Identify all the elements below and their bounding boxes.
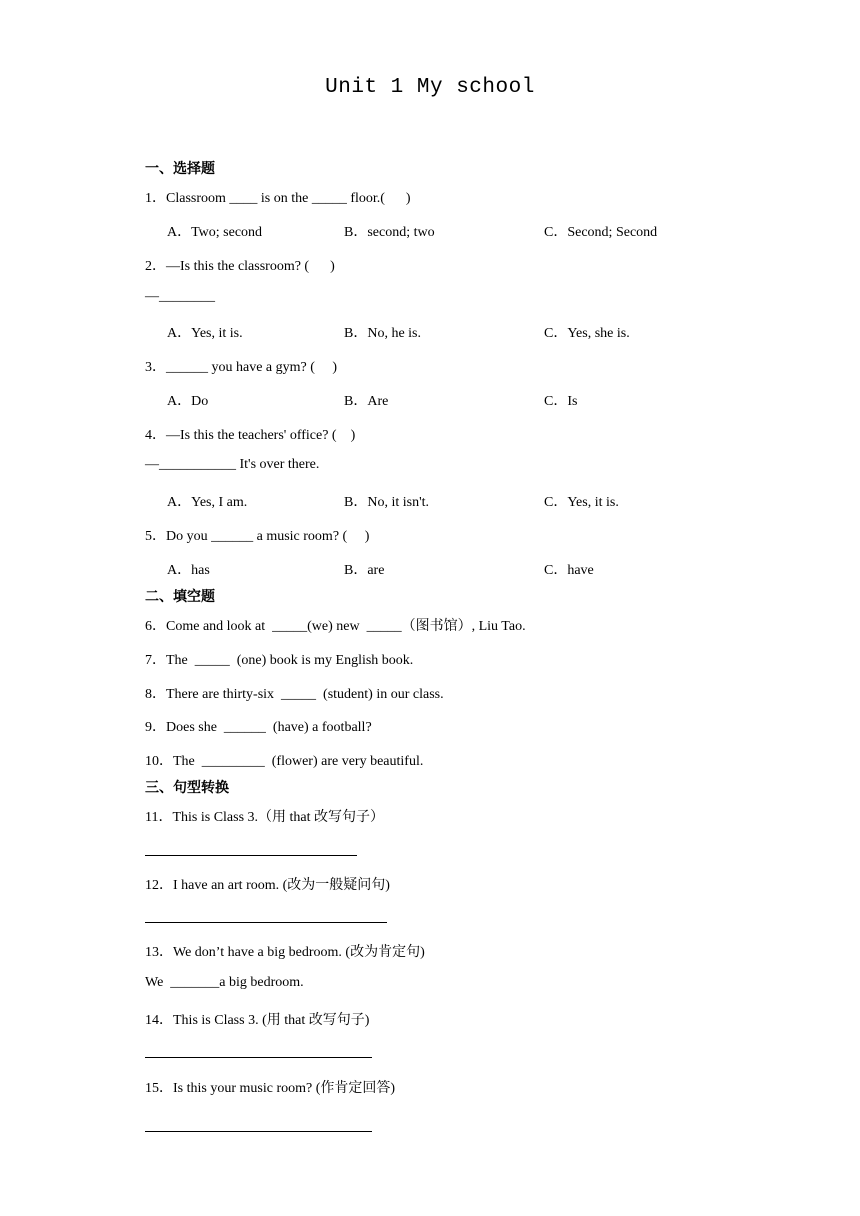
- question-13: 13．We don’t have a big bedroom. (改为肯定句): [145, 945, 425, 960]
- question-3-stem: 3．______ you have a gym? ( ): [145, 360, 338, 375]
- question-4-option-b: B．No, it isn't.: [344, 495, 429, 510]
- question-2-answer-line: —________: [145, 289, 215, 304]
- page-title: Unit 1 My school: [325, 76, 535, 99]
- question-3-option-a: A．Do: [167, 394, 209, 409]
- question-1-stem: 1．Classroom ____ is on the _____ floor.( ): [145, 191, 411, 206]
- question-14: 14．This is Class 3. (用 that 改写句子): [145, 1013, 370, 1028]
- question-5-option-b: B．are: [344, 563, 385, 578]
- question-3-option-b: B．Are: [344, 394, 389, 409]
- question-4-option-c: C．Yes, it is.: [544, 495, 619, 510]
- question-10: 10．The _________ (flower) are very beautiful.: [145, 754, 424, 769]
- question-12: 12．I have an art room. (改为一般疑问句): [145, 878, 390, 893]
- question-6: 6．Come and look at _____(we) new _____（图书馆）, Liu Tao.: [145, 619, 526, 634]
- question-11-answer-line: [145, 855, 357, 856]
- question-1-option-a: A．Two; second: [167, 225, 263, 240]
- question-9: 9．Does she ______ (have) a football?: [145, 720, 372, 735]
- question-1-option-b: B．second; two: [344, 225, 435, 240]
- question-5-option-c: C．have: [544, 563, 594, 578]
- question-2-option-b: B．No, he is.: [344, 326, 421, 341]
- question-4-option-a: A．Yes, I am.: [167, 495, 248, 510]
- question-5-option-a: A．has: [167, 563, 210, 578]
- question-15: 15．Is this your music room? (作肯定回答): [145, 1081, 396, 1096]
- question-2-option-a: A．Yes, it is.: [167, 326, 243, 341]
- section-heading-transform: 三、句型转换: [145, 780, 229, 796]
- question-15-answer-line: [145, 1131, 372, 1132]
- question-3-option-c: C．Is: [544, 394, 578, 409]
- question-2-option-c: C．Yes, she is.: [544, 326, 630, 341]
- question-2-stem: 2．—Is this the classroom? ( ): [145, 259, 335, 274]
- question-12-answer-line: [145, 922, 387, 923]
- question-5-stem: 5．Do you ______ a music room? ( ): [145, 529, 370, 544]
- question-7: 7．The _____ (one) book is my English book.: [145, 653, 414, 668]
- question-4-answer-line: —___________ It's over there.: [145, 457, 320, 472]
- section-heading-fill: 二、填空题: [145, 589, 215, 605]
- question-4-stem: 4．—Is this the teachers' office? ( ): [145, 428, 356, 443]
- section-heading-choice: 一、选择题: [145, 161, 215, 177]
- question-13-fill: We _______a big bedroom.: [145, 975, 304, 990]
- question-8: 8．There are thirty-six _____ (student) in our class.: [145, 687, 444, 702]
- question-14-answer-line: [145, 1057, 372, 1058]
- question-1-option-c: C．Second; Second: [544, 225, 658, 240]
- question-11: 11．This is Class 3.（用 that 改写句子）: [145, 810, 385, 825]
